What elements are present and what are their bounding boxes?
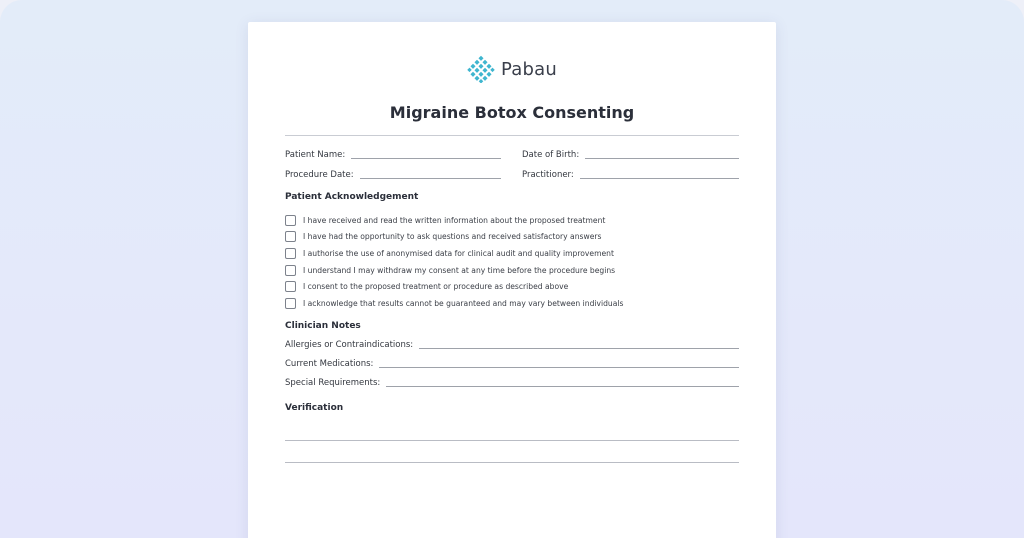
patient-name-label: Patient Name: xyxy=(285,150,346,160)
date-of-birth-line xyxy=(585,157,739,159)
acknowledgement-label: I understand I may withdraw my consent at any time before the procedure begins xyxy=(303,265,616,275)
clinician-notes-heading: Clinician Notes xyxy=(285,321,361,331)
acknowledgement-item[interactable] xyxy=(285,212,745,229)
acknowledgement-heading: Patient Acknowledgement xyxy=(285,192,419,202)
verification-heading: Verification xyxy=(285,403,344,413)
procedure-date-field[interactable] xyxy=(285,170,501,180)
acknowledgement-list xyxy=(285,212,745,312)
checkbox[interactable] xyxy=(285,298,296,309)
pabau-logo-icon xyxy=(467,55,495,83)
special-requirements-label: Special Requirements: xyxy=(285,378,381,388)
allergies-field[interactable] xyxy=(285,340,739,350)
brand-logo xyxy=(248,55,776,83)
patient-name-line xyxy=(351,157,501,159)
title-divider xyxy=(285,135,739,136)
practitioner-field[interactable] xyxy=(522,170,739,180)
acknowledgement-item[interactable] xyxy=(285,278,745,295)
allergies-line xyxy=(419,347,739,349)
practitioner-line xyxy=(580,177,739,179)
procedure-date-line xyxy=(360,177,501,179)
brand-name: Pabau xyxy=(501,58,557,80)
acknowledgement-item[interactable] xyxy=(285,295,745,312)
acknowledgement-label: I acknowledge that results cannot be guaranteed and may vary between individuals xyxy=(303,298,624,308)
acknowledgement-label: I have had the opportunity to ask questions and received satisfactory answers xyxy=(303,232,602,242)
practitioner-label: Practitioner: xyxy=(522,170,574,180)
patient-name-field[interactable] xyxy=(285,150,501,160)
acknowledgement-item[interactable] xyxy=(285,229,745,246)
date-of-birth-label: Date of Birth: xyxy=(522,150,580,160)
date-of-birth-field[interactable] xyxy=(522,150,739,160)
acknowledgement-label: I have received and read the written information about the proposed treatment xyxy=(303,215,606,225)
consent-form-document xyxy=(248,22,776,538)
checkbox[interactable] xyxy=(285,231,296,242)
acknowledgement-item[interactable] xyxy=(285,262,745,279)
special-requirements-line xyxy=(386,385,739,387)
acknowledgement-item[interactable] xyxy=(285,245,745,262)
signature-line[interactable] xyxy=(285,440,739,441)
form-title: Migraine Botox Consenting xyxy=(389,103,635,122)
allergies-label: Allergies or Contraindications: xyxy=(285,340,414,350)
acknowledgement-label: I authorise the use of anonymised data for clinical audit and quality improvement xyxy=(303,248,614,258)
special-requirements-field[interactable] xyxy=(285,378,739,388)
signature-date-line[interactable] xyxy=(285,462,739,463)
checkbox[interactable] xyxy=(285,265,296,276)
checkbox[interactable] xyxy=(285,281,296,292)
medications-label: Current Medications: xyxy=(285,359,374,369)
acknowledgement-label: I consent to the proposed treatment or procedure as described above xyxy=(303,282,569,292)
medications-field[interactable] xyxy=(285,359,739,369)
checkbox[interactable] xyxy=(285,248,296,259)
procedure-date-label: Procedure Date: xyxy=(285,170,354,180)
checkbox[interactable] xyxy=(285,215,296,226)
medications-line xyxy=(379,366,739,368)
